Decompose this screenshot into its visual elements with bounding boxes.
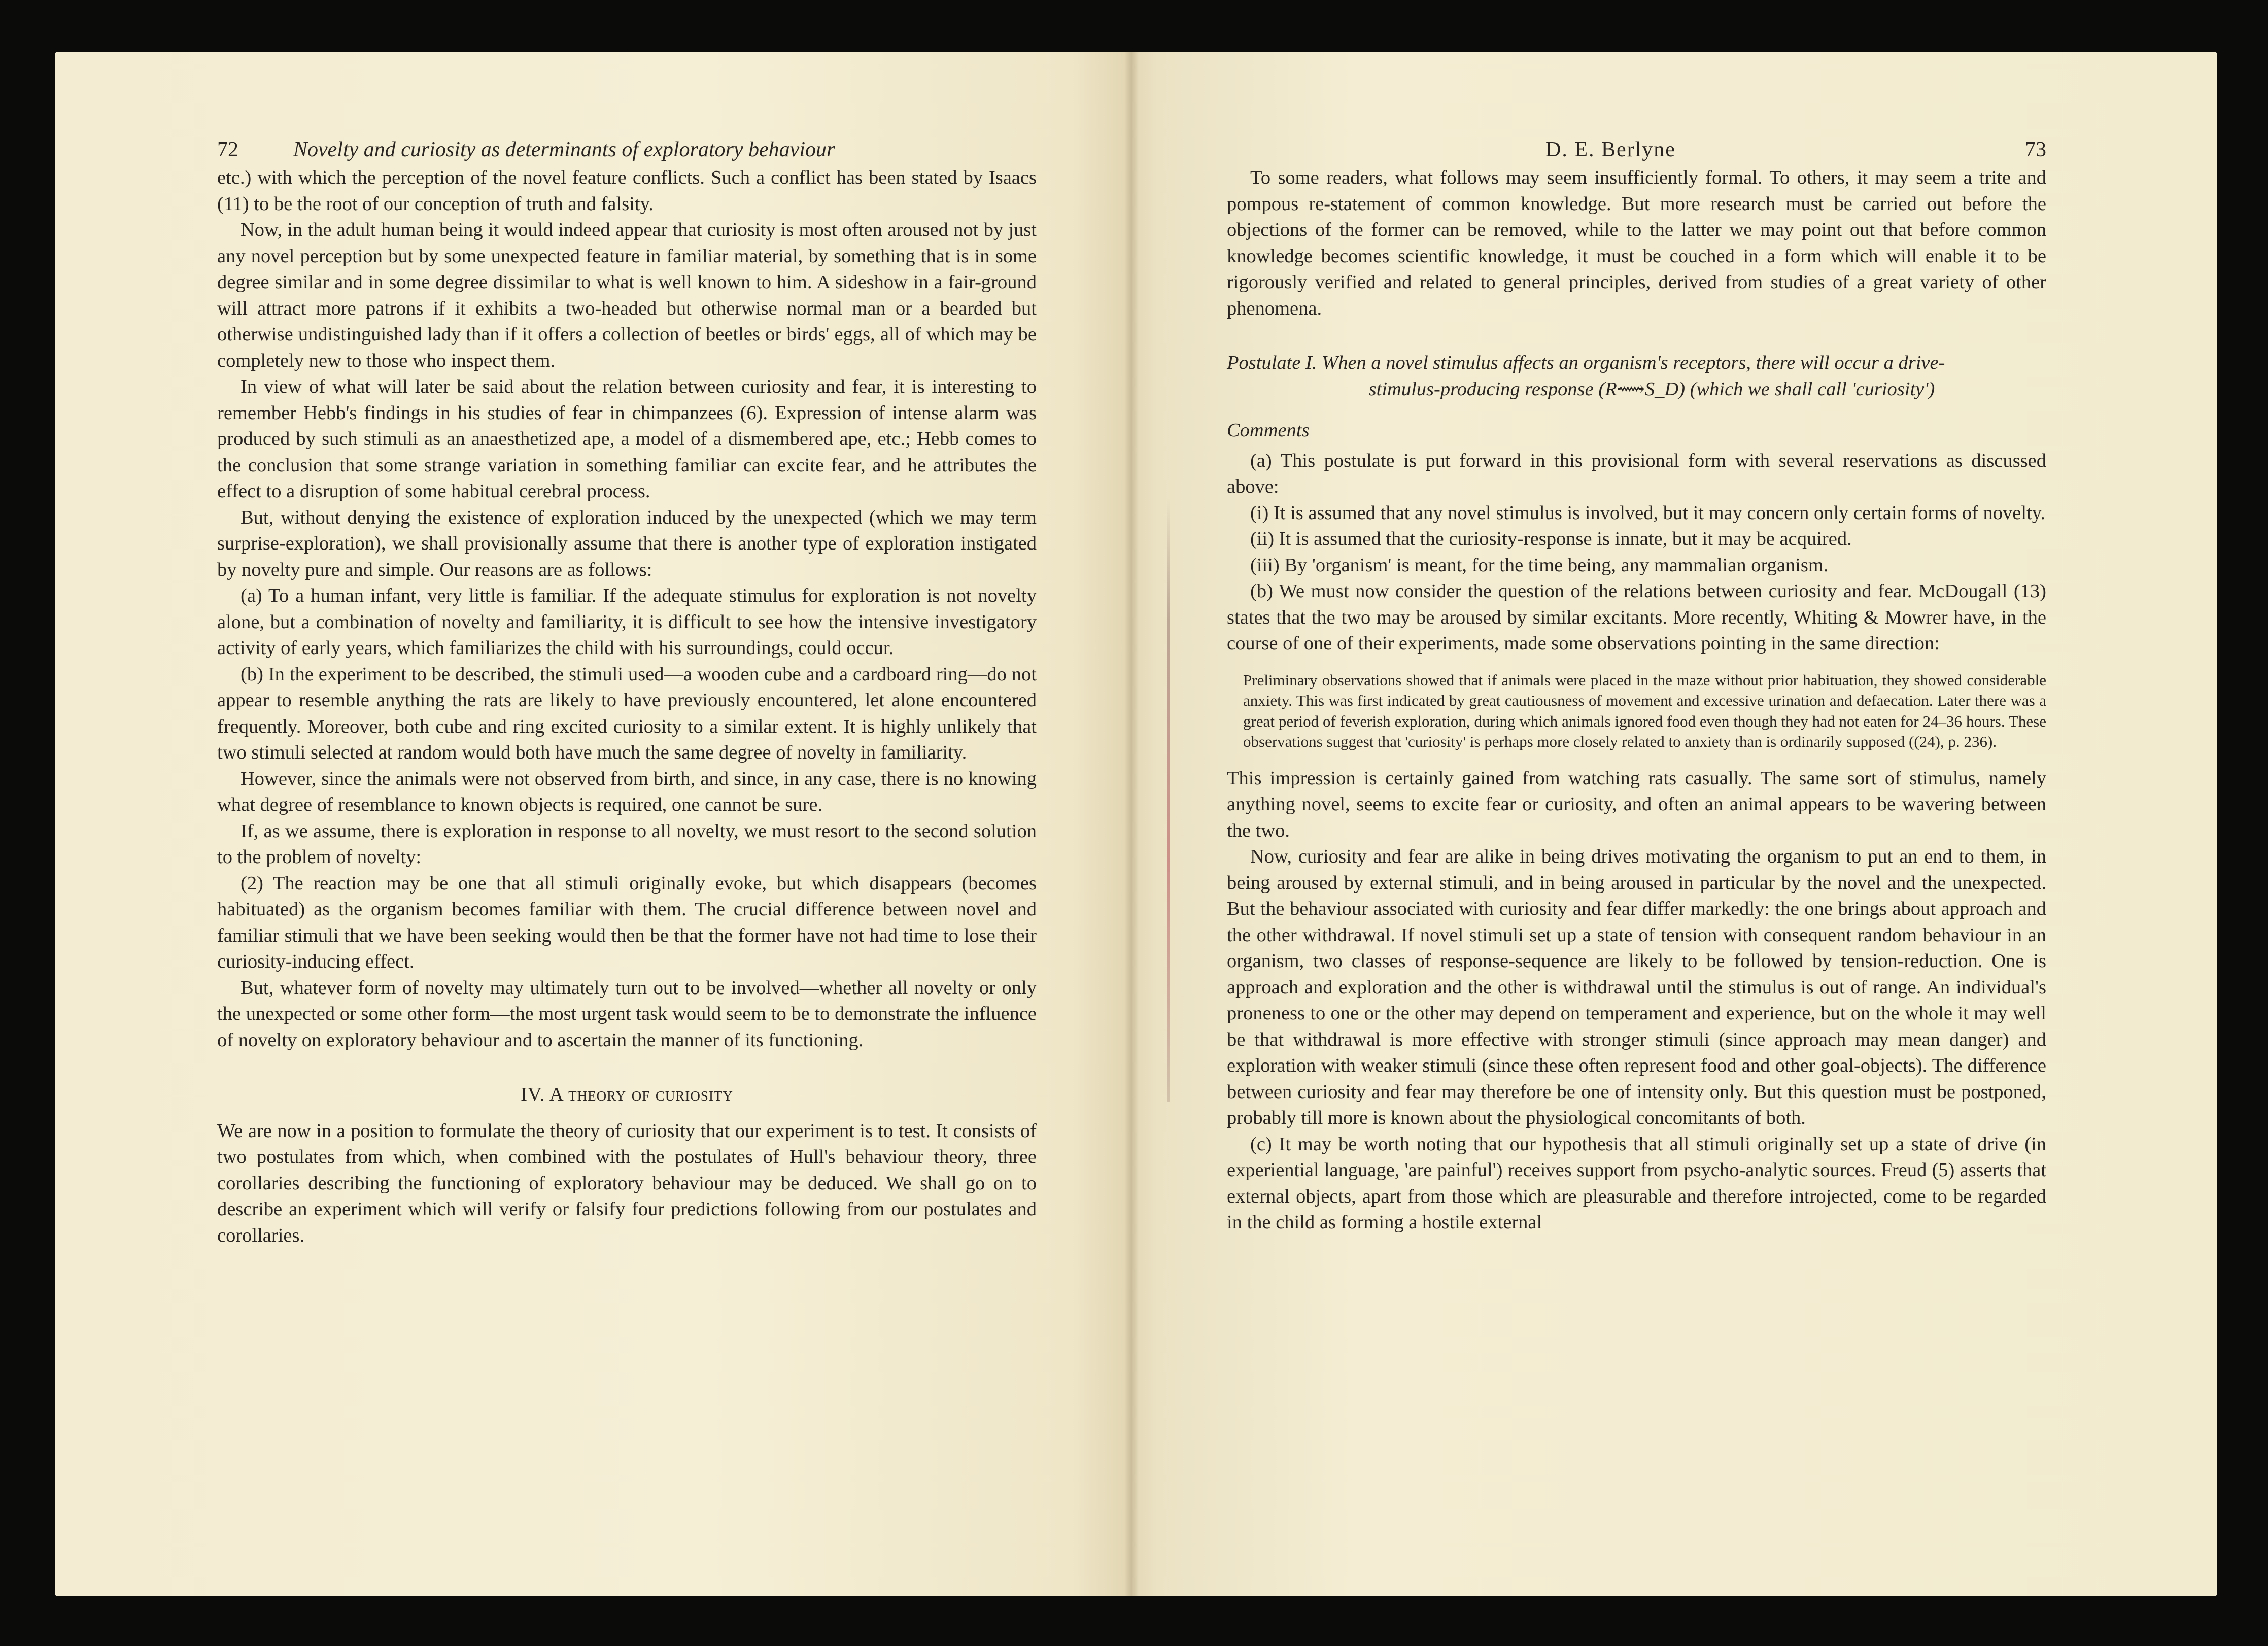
page-number-right: 73 xyxy=(2025,138,2046,161)
right-page xyxy=(1227,134,2046,1236)
running-author: D. E. Berlyne xyxy=(1545,138,1676,161)
paragraph: This impression is certainly gained from watching rats casually. The same sort of stimulus, namely anything novel, seems to excite fear or curiosity, and often an animal appears to be wavering between the two. xyxy=(1227,767,2046,841)
left-page xyxy=(217,134,1037,1249)
postulate-line-2: stimulus-producing response (R⟿S_D) (which we shall call 'curiosity') xyxy=(1368,378,1935,400)
running-title: Novelty and curiosity as determinants of exploratory behaviour xyxy=(293,138,835,161)
postulate-line-1: Postulate I. When a novel stimulus affects an organism's receptors, there will occur a drive- xyxy=(1227,352,1945,373)
paragraph: But, whatever form of novelty may ultimately turn out to be involved—whether all novelty or only the unexpected or some other form—the most urgent task would seem to be to demonstrate the influence of novelty on exploratory behaviour and to ascertain the manner of its functioning. xyxy=(217,977,1037,1051)
right-page-body xyxy=(1227,165,2046,1236)
comment-item: (i) It is assumed that any novel stimulus is involved, but it may concern only certain forms of novelty. xyxy=(1250,502,2046,524)
book-gutter xyxy=(1124,52,1139,1596)
left-page-header xyxy=(217,134,1037,165)
page-number-left: 72 xyxy=(217,138,238,161)
paragraph: However, since the animals were not observed from birth, and since, in any case, there is no knowing what degree of resemblance to known objects is required, one cannot be sure. xyxy=(217,768,1037,815)
left-page-body xyxy=(217,165,1037,1249)
paragraph: Now, in the adult human being it would indeed appear that curiosity is most often aroused not by just any novel perception but by some unexpected feature in familiar material, by something that is in some degree similar and in some degree dissimilar to what is well known to him. A sideshow in a fair-ground will attract more patrons if it exhibits a two-headed but otherwise normal man or a bearded but otherwise undistinguished lady than if it offers a collection of beetles or birds' eggs, all of which may be completely new to those who inspect them. xyxy=(217,219,1037,371)
postulate xyxy=(1227,350,2046,402)
paragraph: Now, curiosity and fear are alike in being drives motivating the organism to put an end to them, in being aroused by external stimuli, and in being aroused in particular by the novel and the unexpected. But the behaviour associated with curiosity and fear differ markedly: the one brings about approach and the other withdrawal. If novel stimuli set up a state of tension with consequent random behaviour in an organism, two classes of response-sequence are likely to be followed by tension-reduction. One is approach and exploration and the other is withdrawal until the stimulus is out of range. An individual's proneness to one or the other may depend on temperament and experience, but on the whole it may well be that withdrawal is more effective with stronger stimuli (since approach may mean danger) and exploration with weaker stimuli (since these often represent food and other goal-objects). The difference between curiosity and fear may therefore be one of intensity only. But this question must be postponed, probably till more is known about the physiological concomitants of both. xyxy=(1227,846,2046,1128)
comment-item: (a) This postulate is put forward in this provisional form with several reservations as discussed above: xyxy=(1227,450,2046,497)
comments-heading: Comments xyxy=(1227,420,1310,441)
paragraph: To some readers, what follows may seem insufficiently formal. To others, it may seem a trite and pompous re-statement of common knowledge. But more research must be carried out before the objections of the former can be removed, while to the latter we may point out that before common knowledge becomes scientific knowledge, it must be couched in a form which will enable it to be rigorously verified and related to general principles, derived from studies of a great variety of other phenomena. xyxy=(1227,167,2046,319)
paragraph: (c) It may be worth noting that our hypothesis that all stimuli originally set up a state of drive (in experiential language, 'are painful') receives support from psycho-analytic sources. Freud (5) asserts that external objects, apart from those which are pleasurable and therefore introjected, come to be regarded in the child as forming a hostile external xyxy=(1227,1133,2046,1233)
paragraph: (2) The reaction may be one that all stimuli originally evoke, but which disappears (becomes habituated) as the organism becomes familiar with them. The crucial difference between novel and familiar stimuli that we have been seeking would then be that the former have not had time to lose their curiosity-inducing effect. xyxy=(217,872,1037,972)
comment-item: (ii) It is assumed that the curiosity-response is innate, but it may be acquired. xyxy=(1250,528,1852,550)
paragraph: etc.) with which the perception of the novel feature conflicts. Such a conflict has been stated by Isaacs (11) to be the root of our conception of truth and falsity. xyxy=(217,167,1037,215)
paragraph: (a) To a human infant, very little is familiar. If the adequate stimulus for exploration is not novelty alone, but a combination of novelty and familiarity, it is difficult to see how the intensive investigatory activity of early years, which familiarizes the child with his surroundings, could occur. xyxy=(217,585,1037,659)
comment-item: (b) We must now consider the question of the relations between curiosity and fear. McDougall (13) states that the two may be aroused by similar excitants. More recently, Whiting & Mowrer have, in the course of one of their experiments, made some observations pointing in the same direction: xyxy=(1227,580,2046,654)
paragraph: We are now in a position to formulate the theory of curiosity that our experiment is to test. It consists of two postulates from which, when combined with the postulates of Hull's behaviour theory, three corollaries describing the functioning of exploratory behaviour may be deduced. We shall go on to describe an experiment which will verify or falsify four predictions following from our postulates and corollaries. xyxy=(217,1120,1037,1246)
binding-thread xyxy=(1167,498,1170,1102)
paragraph: But, without denying the existence of exploration induced by the unexpected (which we may term surprise-exploration), we shall provisionally assume that there is another type of exploration instigated by novelty pure and simple. Our reasons are as follows: xyxy=(217,506,1037,580)
paragraph: If, as we assume, there is exploration in response to all novelty, we must resort to the second solution to the problem of novelty: xyxy=(217,820,1037,868)
quote-text: Preliminary observations showed that if animals were placed in the maze without prior habituation, they showed considerable anxiety. This was first indicated by great cautiousness of movement and excessive urination and defaecation. Later there was a great period of feverish exploration, during which animals ignored food even though they had not eaten for 24–36 hours. These observations suggest that 'curiosity' is perhaps more closely related to anxiety than is ordinarily supposed ((24), p. 236). xyxy=(1243,671,2046,750)
paragraph: (b) In the experiment to be described, the stimuli used—a wooden cube and a cardboard ring—do not appear to resemble anything the rats are likely to have previously encountered, let alone encountered frequently. Moreover, both cube and ring excited curiosity to a similar extent. It is highly unlikely that two stimuli selected at random would both have much the same degree of novelty in familiarity. xyxy=(217,663,1037,763)
section-heading: IV. A theory of curiosity xyxy=(521,1084,733,1105)
block-quote xyxy=(1227,670,2046,752)
paragraph: In view of what will later be said about the relation between curiosity and fear, it is interesting to remember Hebb's findings in his studies of fear in chimpanzees (6). Expression of intense alarm was produced by such stimuli as an anaesthetized ape, a model of a dismembered ape, etc.; Hebb comes to the conclusion that some strange variation in something familiar can excite fear, and he attributes the effect to a disruption of some habitual cerebral process. xyxy=(217,376,1037,502)
comment-item: (iii) By 'organism' is meant, for the time being, any mammalian organism. xyxy=(1250,554,1829,576)
right-page-header xyxy=(1227,134,2046,165)
